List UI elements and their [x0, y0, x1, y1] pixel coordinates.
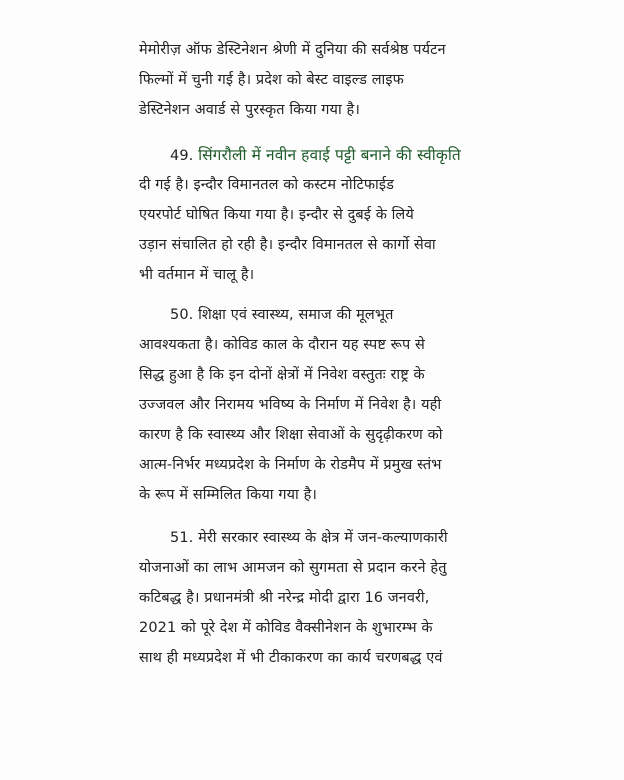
para50-line-6: आत्म-निर्भर मध्यप्रदेश के निर्माण के रोडमैप में प्रमुख स्तंभ: [139, 457, 442, 473]
para51-line-4: 2021 को पूरे देश में कोविड वैक्सीनेशन के शुभारम्भ के: [139, 620, 433, 636]
para50-line-4: उज्जवल और निरामय भविष्य के निर्माण में निवेश है। यही: [139, 397, 442, 413]
para49-line-4: उड़ान संचालित हो रही है। इन्दौर विमानतल से कार्गो सेवा: [139, 237, 436, 253]
para49-line-5: भी वर्तमान में चालू है।: [139, 267, 255, 283]
para48-line-2: फिल्मों में चुनी गई है। प्रदेश को बेस्ट वाइल्ड लाइफ: [139, 72, 404, 88]
para49-line-2: दी गई है। इन्दौर विमानतल को कस्टम नोटिफाईड: [139, 177, 394, 193]
para51-first-line: 51. मेरी सरकार स्वास्थ्य के क्षेत्र में जन-कल्याणकारी: [170, 530, 448, 546]
para51-line-3: कटिबद्ध है। प्रधानमंत्री श्री नरेन्द्र मोदी द्वारा 16 जनवरी,: [139, 590, 430, 606]
para50-line-3: सिद्ध हुआ है कि इन दोनों क्षेत्रों में निवेश वस्तुतः राष्ट्र के: [139, 367, 425, 383]
para51-line-2: योजनाओं का लाभ आमजन को सुगमता से प्रदान करने हेतु: [139, 560, 447, 576]
para50-first-line: 50. शिक्षा एवं स्वास्थ्य, समाज की मूलभूत: [170, 307, 394, 323]
para49-number: 49.: [170, 148, 194, 164]
para48-line-3: डेस्टिनेशन अवार्ड से पुरस्कृत किया गया है।: [139, 102, 360, 118]
para49-first-line: [170, 145, 470, 166]
para49-highlighted-text: सिंगरौली में नवीन हवाई पट्टी बनाने की स्वीकृति: [198, 146, 461, 164]
para48-line-1: मेमोरीज़ ऑफ डेस्टिनेशन श्रेणी में दुनिया की सर्वश्रेष्ठ पर्यटन: [139, 42, 446, 58]
para51-line-5: साथ ही मध्यप्रदेश में भी टीकाकरण का कार्य चरणबद्ध एवं: [139, 650, 443, 666]
para50-line-7: के रूप में सम्मिलित किया गया है।: [139, 487, 317, 503]
para49-line-3: एयरपोर्ट घोषित किया गया है। इन्दौर से दुबई के लिये: [139, 207, 414, 223]
para50-line-2: आवश्यकता है। कोविड काल के दौरान यह स्पष्ट रूप से: [139, 337, 425, 353]
para50-line-5: कारण है कि स्वास्थ्य और शिक्षा सेवाओं के सुदृढ़ीकरण को: [139, 427, 443, 443]
